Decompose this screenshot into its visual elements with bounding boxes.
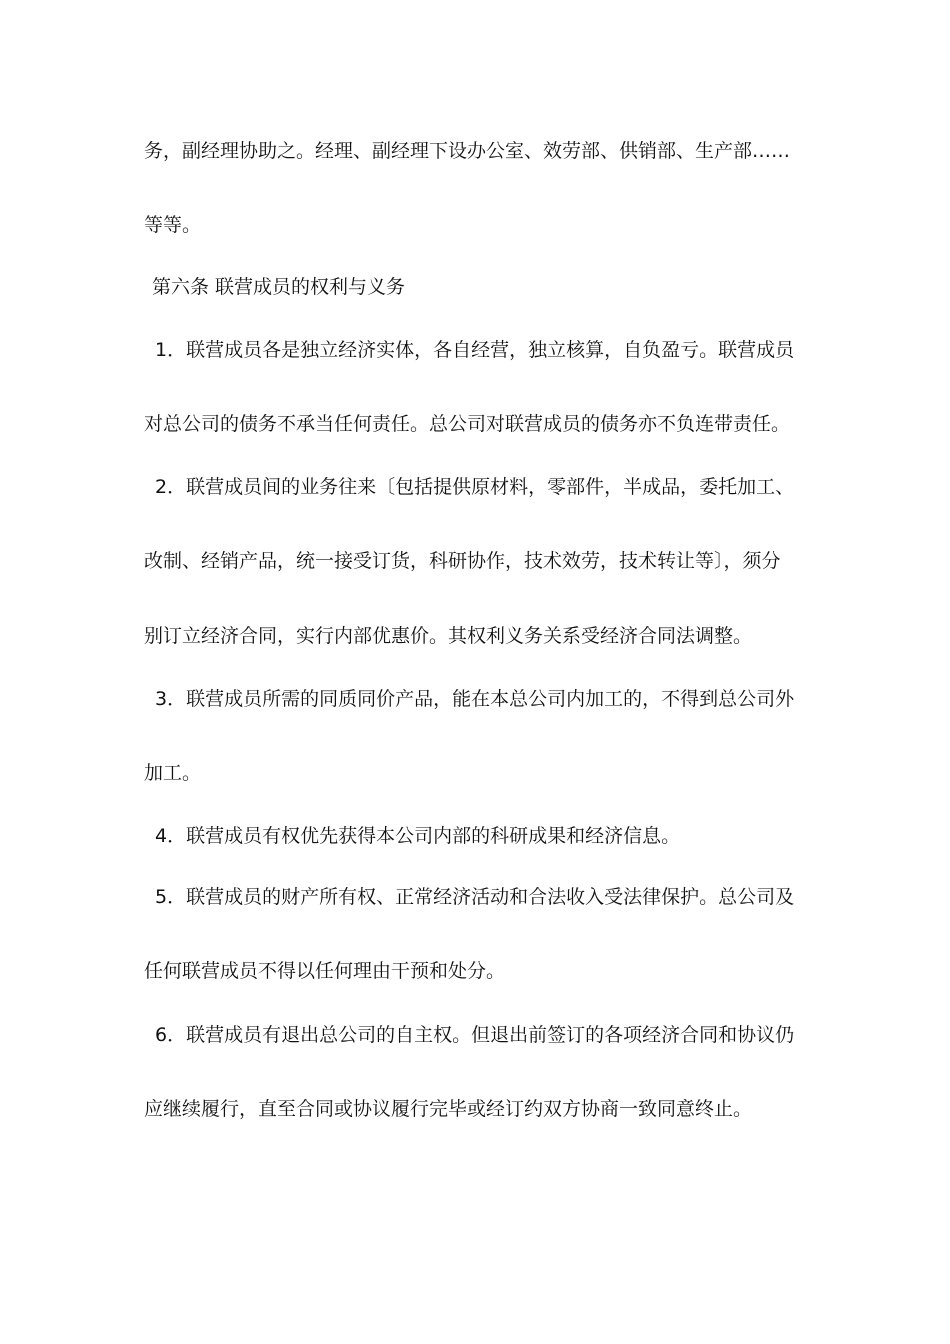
paragraph-line: 5．联营成员的财产所有权、正常经济活动和合法收入受法律保护。总公司及 [155,886,795,908]
paragraph-line: 等等。 [144,214,202,236]
paragraph-line: 对总公司的债务不承当任何责任。总公司对联营成员的债务亦不负连带责任。 [144,413,791,435]
paragraph-line: 3．联营成员所需的同质同价产品，能在本总公司内加工的，不得到总公司外 [155,688,795,710]
paragraph-line: 别订立经济合同，实行内部优惠价。其权利义务关系受经济合同法调整。 [144,625,753,647]
paragraph-line: 加工。 [144,762,202,784]
paragraph-line: 4．联营成员有权优先获得本公司内部的科研成果和经济信息。 [155,825,681,847]
paragraph-line: 改制、经销产品，统一接受订货，科研协作，技术效劳，技术转让等〕，须分 [144,550,781,572]
paragraph-line: 应继续履行，直至合同或协议履行完毕或经订约双方协商一致同意终止。 [144,1098,753,1120]
section-heading: 第六条 联营成员的权利与义务 [152,276,406,298]
paragraph-line: 6．联营成员有退出总公司的自主权。但退出前签订的各项经济合同和协议仍 [155,1024,795,1046]
paragraph-line: 务，副经理协助之。经理、副经理下设办公室、效劳部、供销部、生产部…… [144,140,791,162]
paragraph-line: 2．联营成员间的业务往来〔包括提供原材料，零部件，半成品，委托加工、 [155,476,795,498]
paragraph-line: 任何联营成员不得以任何理由干预和处分。 [144,960,506,982]
paragraph-line: 1．联营成员各是独立经济实体，各自经营，独立核算，自负盈亏。联营成员 [155,339,795,361]
